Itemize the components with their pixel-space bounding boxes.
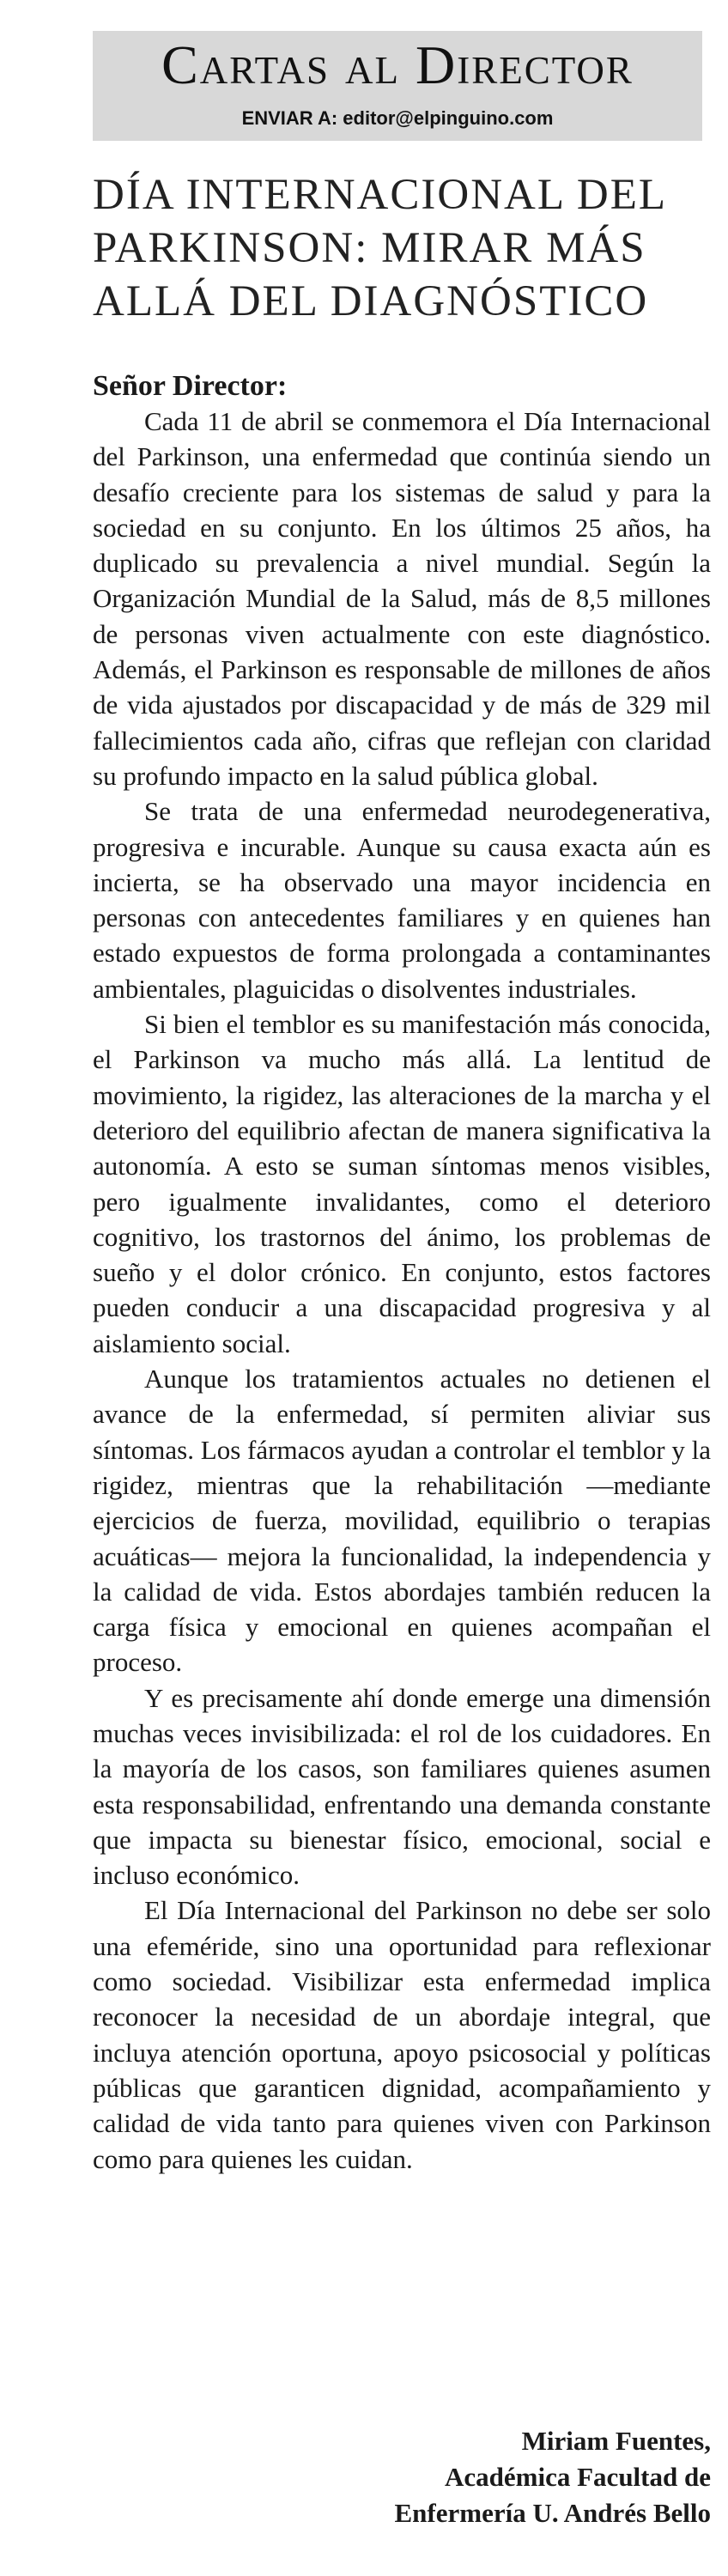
- send-to-email: ENVIAR A: editor@elpinguino.com: [241, 107, 554, 129]
- letter-paragraph-3: Si bien el temblor es su manifestación más conocida, el Parkinson va mucho más allá. La lentitud de movimiento, la rigidez, las alteraciones de la marcha y el deterioro del equilibrio afectan de manera significativa la autonomía. A esto se suman síntomas menos visibles, pero igualmente invalidantes, como el deterioro cognitivo, los trastornos del ánimo, los problemas de sueño y el dolor crónico. En conjunto, estos factores pueden conducir a una discapacidad progresiva y al aislamiento social.: [93, 1009, 711, 1358]
- signature-affiliation: Enfermería U. Andrés Bello: [394, 2498, 711, 2528]
- signature-role: Académica Facultad de: [445, 2462, 711, 2492]
- letter-paragraph-5: Y es precisamente ahí donde emerge una dimensión muchas veces invisibilizada: el rol de los cuidadores. En la mayoría de los casos, son familiares quienes asumen esta responsabilidad, enfrentando una demanda constante que impacta su bienestar físico, emocional, social e incluso económico.: [93, 1682, 711, 1891]
- letter-salutation: Señor Director:: [93, 370, 288, 402]
- section-title: Cartas al Director: [161, 34, 634, 95]
- signature-name: Miriam Fuentes,: [521, 2426, 711, 2456]
- letter-signature: [394, 2423, 711, 2531]
- letter-paragraph-6: El Día Internacional del Parkinson no debe ser solo una efeméride, sino una oportunidad para reflexionar como sociedad. Visibilizar esta enfermedad implica reconocer la necesidad de un abordaje integral, que incluya atención oportuna, apoyo psicosocial y políticas públicas que garanticen dignidad, acompañamiento y calidad de vida tanto para quienes viven con Parkinson como para quienes les cuidan.: [93, 1895, 711, 2174]
- letter-headline: DÍA INTERNACIONAL DEL PARKINSON: MIRAR MÁS ALLÁ DEL DIAGNÓSTICO: [93, 171, 666, 325]
- letter-paragraph-1: Cada 11 de abril se conmemora el Día Internacional del Parkinson, una enfermedad que continúa siendo un desafío creciente para los sistemas de salud y para la sociedad en su conjunto. En los últimos 25 años, ha duplicado su prevalencia a nivel mundial. Según la Organización Mundial de la Salud, más de 8,5 millones de personas viven actualmente con este diagnóstico. Además, el Parkinson es responsable de millones de años de vida ajustados por discapacidad y de más de 329 mil fallecimientos cada año, cifras que reflejan con claridad su profundo impacto en la salud pública global.: [93, 406, 711, 791]
- letter-paragraph-2: Se trata de una enfermedad neurodegenerativa, progresiva e incurable. Aunque su causa exacta aún es incierta, se ha observado una mayor incidencia en personas con antecedentes familiares y en quienes han estado expuestos de forma prolongada a contaminantes ambientales, plaguicidas o disolventes industriales.: [93, 796, 711, 1004]
- letter-paragraph-4: Aunque los tratamientos actuales no detienen el avance de la enfermedad, sí permiten aliviar sus síntomas. Los fármacos ayudan a controlar el temblor y la rigidez, mientras que la rehabilitación —mediante ejercicios de fuerza, movilidad, equilibrio o terapias acuáticas— mejora la funcionalidad, la independencia y la calidad de vida. Estos abordajes también reducen la carga física y emocional en quienes acompañan el proceso.: [93, 1364, 711, 1678]
- letter-body: [93, 404, 711, 2177]
